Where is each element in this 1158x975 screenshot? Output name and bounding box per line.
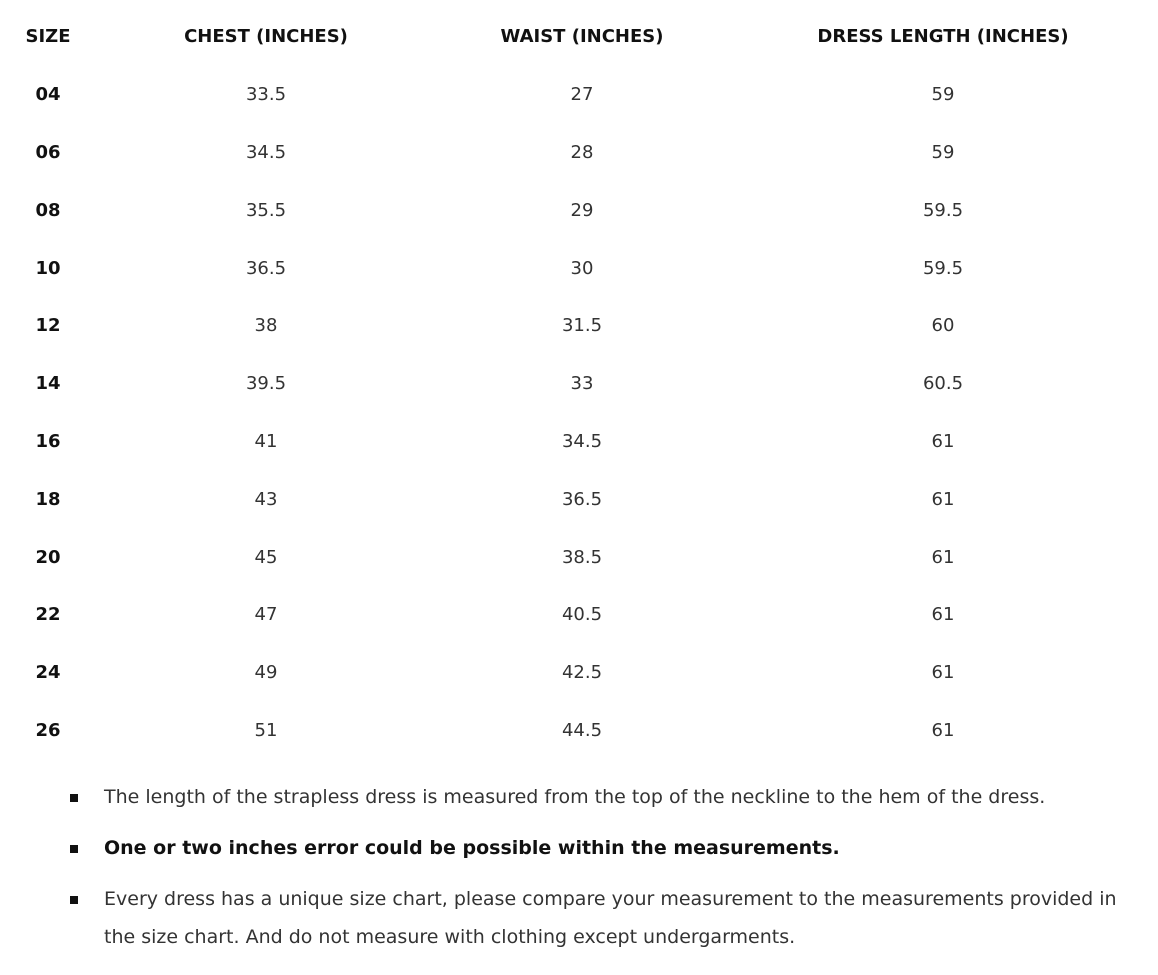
chest-cell: 51 xyxy=(254,719,278,741)
chest-cell: 43 xyxy=(254,488,278,510)
square-bullet-icon xyxy=(70,794,78,802)
square-bullet-icon xyxy=(70,896,78,904)
table-row xyxy=(0,586,1158,644)
waist-cell: 38.5 xyxy=(561,546,603,568)
dress-length-cell: 59 xyxy=(931,84,955,106)
size-cell: 12 xyxy=(35,315,61,337)
dress-length-cell: 61 xyxy=(931,430,955,452)
waist-cell: 33 xyxy=(570,373,594,395)
header-waist: WAIST (INCHES) xyxy=(500,26,664,48)
dress-length-cell: 59 xyxy=(931,141,955,163)
chest-cell: 34.5 xyxy=(245,141,287,163)
dress-length-cell: 61 xyxy=(931,546,955,568)
size-chart-table xyxy=(0,8,1158,759)
dress-length-cell: 61 xyxy=(931,662,955,684)
list-item xyxy=(70,829,1130,867)
chest-cell: 49 xyxy=(254,662,278,684)
dress-length-cell: 60 xyxy=(931,315,955,337)
chest-cell: 36.5 xyxy=(245,257,287,279)
table-row xyxy=(0,239,1158,297)
header-size: SIZE xyxy=(25,26,71,48)
chest-cell: 38 xyxy=(254,315,278,337)
chest-cell: 47 xyxy=(254,604,278,626)
table-header-row xyxy=(0,8,1158,66)
note-text: One or two inches error could be possible within the measurements. xyxy=(104,837,840,859)
table-row xyxy=(0,181,1158,239)
size-cell: 10 xyxy=(35,257,61,279)
size-cell: 14 xyxy=(35,373,61,395)
dress-length-cell: 61 xyxy=(931,604,955,626)
waist-cell: 30 xyxy=(570,257,594,279)
dress-length-cell: 61 xyxy=(931,719,955,741)
measurement-notes-list xyxy=(70,778,1130,969)
dress-length-cell: 59.5 xyxy=(922,257,964,279)
table-row xyxy=(0,124,1158,182)
size-cell: 18 xyxy=(35,488,61,510)
waist-cell: 29 xyxy=(570,199,594,221)
header-chest: CHEST (INCHES) xyxy=(184,26,348,48)
waist-cell: 40.5 xyxy=(561,604,603,626)
list-item xyxy=(70,778,1130,816)
size-cell: 06 xyxy=(35,141,61,163)
square-bullet-icon xyxy=(70,845,78,853)
chest-cell: 35.5 xyxy=(245,199,287,221)
note-text: The length of the strapless dress is measured from the top of the neckline to the hem of the dress. xyxy=(104,786,1046,808)
waist-cell: 42.5 xyxy=(561,662,603,684)
chest-cell: 39.5 xyxy=(245,373,287,395)
table-row xyxy=(0,528,1158,586)
chest-cell: 41 xyxy=(254,430,278,452)
note-text: Every dress has a unique size chart, please compare your measurement to the measurements provided in the size chart. And do not measure with clothing except undergarments. xyxy=(104,888,1117,948)
table-row xyxy=(0,413,1158,471)
waist-cell: 44.5 xyxy=(561,719,603,741)
table-row xyxy=(0,355,1158,413)
chest-cell: 45 xyxy=(254,546,278,568)
chest-cell: 33.5 xyxy=(245,84,287,106)
header-dress-length: DRESS LENGTH (INCHES) xyxy=(817,26,1069,48)
table-row xyxy=(0,702,1158,760)
waist-cell: 34.5 xyxy=(561,430,603,452)
size-cell: 04 xyxy=(35,84,61,106)
dress-length-cell: 61 xyxy=(931,488,955,510)
dress-length-cell: 60.5 xyxy=(922,373,964,395)
size-cell: 26 xyxy=(35,719,61,741)
list-item xyxy=(70,880,1130,956)
table-row xyxy=(0,644,1158,702)
table-row xyxy=(0,470,1158,528)
size-cell: 16 xyxy=(35,430,61,452)
dress-length-cell: 59.5 xyxy=(922,199,964,221)
waist-cell: 36.5 xyxy=(561,488,603,510)
size-cell: 20 xyxy=(35,546,61,568)
size-cell: 22 xyxy=(35,604,61,626)
table-row xyxy=(0,297,1158,355)
size-cell: 24 xyxy=(35,662,61,684)
waist-cell: 27 xyxy=(570,84,594,106)
table-row xyxy=(0,66,1158,124)
size-cell: 08 xyxy=(35,199,61,221)
waist-cell: 28 xyxy=(570,141,594,163)
waist-cell: 31.5 xyxy=(561,315,603,337)
